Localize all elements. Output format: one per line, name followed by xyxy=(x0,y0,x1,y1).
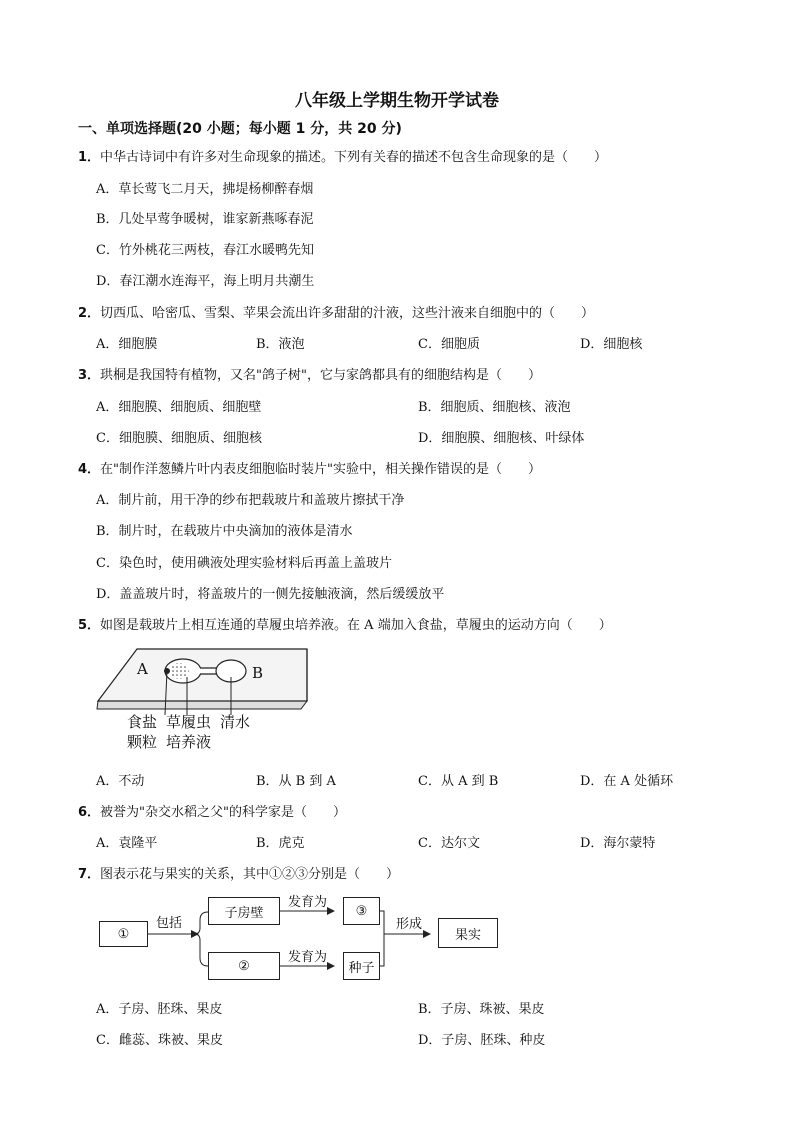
question-text: 切西瓜、哈密瓜、雪梨、苹果会流出许多甜甜的汁液，这些汁液来自细胞中的（ ） xyxy=(100,306,595,321)
option-6a: A．袁隆平 xyxy=(96,836,158,851)
page-title: 八年级上学期生物开学试卷 xyxy=(295,91,499,111)
question-number: 7． xyxy=(78,867,101,882)
question-number: 5． xyxy=(78,618,101,633)
question-text: 在"制作洋葱鳞片叶内表皮细胞临时装片"实验中，相关操作错误的是（ ） xyxy=(100,462,542,477)
option-4a: A．制片前，用干净的纱布把载玻片和盖玻片擦拭干净 xyxy=(96,493,405,508)
box-1: ① xyxy=(99,921,148,947)
section-heading: 一、单项选择题(20 小题；每小题 1 分，共 20 分) xyxy=(78,121,402,137)
option-5a: A．不动 xyxy=(96,774,145,789)
question-text: 被誉为"杂交水稻之父"的科学家是（ ） xyxy=(100,805,347,820)
merge-bracket xyxy=(380,911,384,966)
question-text: 珙桐是我国特有植物，又名"鸽子树"，它与家鸽都具有的细胞结构是（ ） xyxy=(100,368,542,383)
option-7d: D．子房、胚珠、种皮 xyxy=(418,1033,546,1048)
question-text: 中华古诗词中有许多对生命现象的描述。下列有关春的描述不包含生命现象的是（ ） xyxy=(100,150,608,165)
include-label: 包括 xyxy=(156,916,183,931)
option-7a: A．子房、胚珠、果皮 xyxy=(96,1002,223,1017)
option-7b: B．子房、珠被、果皮 xyxy=(418,1002,545,1017)
box-fruit: 果实 xyxy=(438,918,498,948)
question-text: 如图是载玻片上相互连通的草履虫培养液。在 A 端加入食盐，草履虫的运动方向（ ） xyxy=(100,618,612,633)
box-seed: 种子 xyxy=(343,952,380,980)
box-ovary-wall: 子房壁 xyxy=(208,897,280,925)
option-4d: D．盖盖玻片时，将盖玻片的一侧先接触液滴，然后缓缓放平 xyxy=(96,587,445,602)
option-4c: C．染色时，使用碘液处理实验材料后再盖上盖玻片 xyxy=(96,556,392,571)
question-text: 图表示花与果实的关系，其中①②③分别是（ ） xyxy=(100,867,400,882)
option-5b: B．从 B 到 A xyxy=(256,774,336,789)
form-label: 形成 xyxy=(396,917,423,932)
option-2d: D．细胞核 xyxy=(580,337,643,352)
option-5d: D．在 A 处循环 xyxy=(580,774,674,789)
caption-water: 清水 xyxy=(220,713,251,731)
option-1c: C．竹外桃花三两枝，春江水暖鸭先知 xyxy=(96,243,314,258)
caption-paramecium-2: 培养液 xyxy=(166,733,212,751)
caption-paramecium-1: 草履虫 xyxy=(166,713,212,731)
question-number: 3． xyxy=(78,368,101,383)
caption-salt-2: 颗粒 xyxy=(127,733,158,751)
option-1a: A．草长莺飞二月天，拂堤杨柳醉春烟 xyxy=(96,182,314,197)
develop-label-top: 发育为 xyxy=(288,895,328,910)
option-1d: D．春江潮水连海平，海上明月共潮生 xyxy=(96,274,315,289)
option-1b: B．几处早莺争暖树，谁家新燕啄春泥 xyxy=(96,212,314,227)
option-3d: D．细胞膜、细胞核、叶绿体 xyxy=(418,431,585,446)
box-3: ③ xyxy=(343,897,380,925)
brace xyxy=(194,912,208,966)
option-6c: C．达尔文 xyxy=(418,836,480,851)
question-number: 1． xyxy=(78,150,101,165)
box-2: ② xyxy=(208,952,280,980)
label-b: B xyxy=(252,664,264,682)
option-3c: C．细胞膜、细胞质、细胞核 xyxy=(96,431,262,446)
label-a: A xyxy=(137,660,148,678)
option-3b: B．细胞质、细胞核、液泡 xyxy=(418,400,571,415)
option-2c: C．细胞质 xyxy=(418,337,480,352)
option-2b: B．液泡 xyxy=(256,337,305,352)
question-number: 4． xyxy=(78,462,101,477)
question-number: 6． xyxy=(78,805,101,820)
option-7c: C．雌蕊、珠被、果皮 xyxy=(96,1033,223,1048)
option-3a: A．细胞膜、细胞质、细胞壁 xyxy=(96,400,262,415)
option-6d: D．海尔蒙特 xyxy=(580,836,656,851)
option-6b: B．虎克 xyxy=(256,836,305,851)
caption-salt-1: 食盐 xyxy=(127,713,158,731)
develop-label-bottom: 发育为 xyxy=(288,950,328,965)
option-5c: C．从 A 到 B xyxy=(418,774,499,789)
option-2a: A．细胞膜 xyxy=(96,337,158,352)
question-number: 2． xyxy=(78,306,101,321)
option-4b: B．制片时，在载玻片中央滴加的液体是清水 xyxy=(96,524,353,539)
